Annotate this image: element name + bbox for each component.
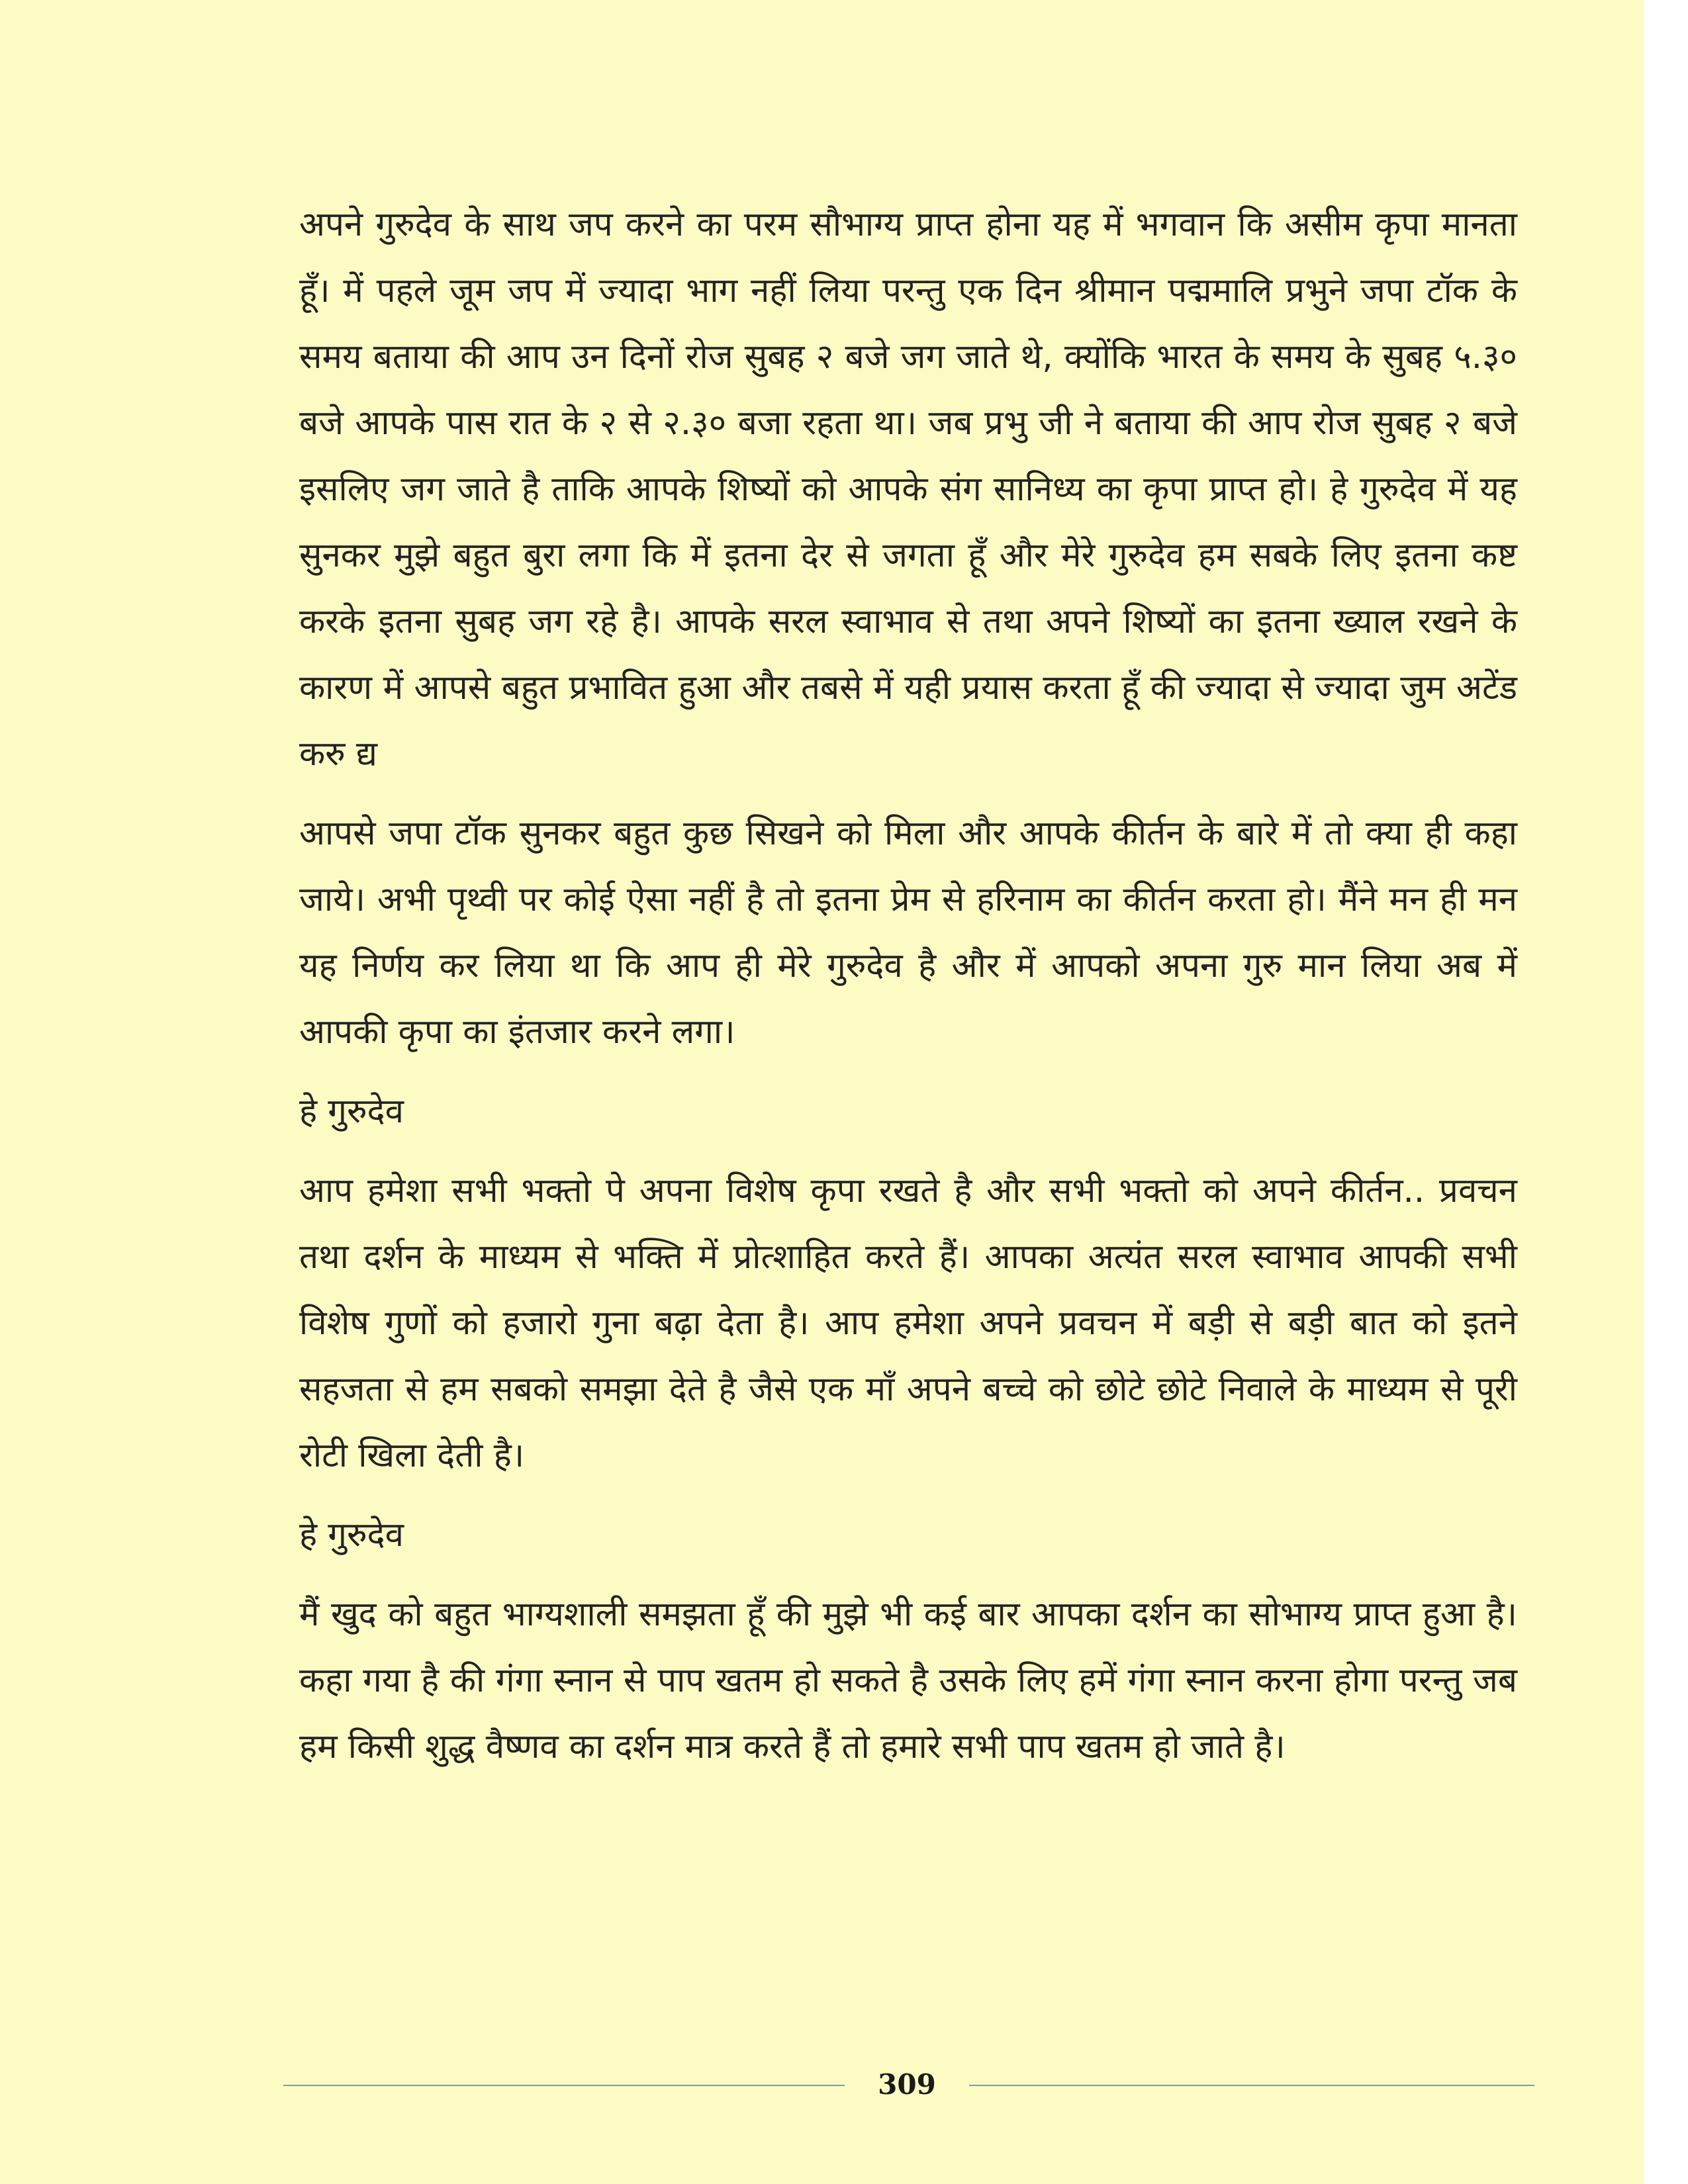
paragraph-1: अपने गुरुदेव के साथ जप करने का परम सौभाग्य प्राप्त होना यह में भगवान कि असीम कृपा मानता हूँ। में पहले जूम जप में ज्यादा भाग नहीं लिया परन्तु एक दिन श्रीमान पद्ममालि प्रभुने जपा टॉक के समय बताया की आप उन दिनों रोज सुबह २ बजे जग जाते थे, क्योंकि भारत के समय के सुबह ५.३० बजे आपके पास रात के २ से २.३० बजा रहता था। जब प्रभु जी ने बताया की आप रोज सुबह २ बजे इसलिए जग जाते है ताकि आपके शिष्यों को आपके संग सानिध्य का कृपा प्राप्त हो। हे गुरुदेव में यह सुनकर मुझे बहुत बुरा लगा कि में इतना देर से जगता हूँ और मेरे गुरुदेव हम सबके लिए इतना कष्ट करके इतना सुबह जग रहे है। आपके सरल स्वाभाव से तथा अपने शिष्यों का इतना ख्याल रखने के कारण में आपसे बहुत प्रभावित हुआ और तबसे में यही प्रयास करता हूँ की ज्यादा से ज्यादा जुम अटेंड करु द्य	[299, 205, 1517, 774]
footer-rule-right	[969, 2085, 1534, 2086]
page-number: 309	[878, 2068, 936, 2101]
paragraph-3: आप हमेशा सभी भक्तो पे अपना विशेष कृपा रखते है और सभी भक्तो को अपने कीर्तन.. प्रवचन तथा दर्शन के माध्यम से भक्ति में प्रोत्शाहित करते हैं। आपका अत्यंत सरल स्वाभाव आपकी सभी विशेष गुणों को हजारो गुना बढ़ा देता है। आप हमेशा अपने प्रवचन में बड़ी से बड़ी बात को इतने सहजता से हम सबको समझा देते है जैसे एक माँ अपने बच्चे को छोटे छोटे निवाले के माध्यम से पूरी रोटी खिला देती है।	[299, 1171, 1517, 1475]
paragraph-4: मैं खुद को बहुत भाग्यशाली समझता हूँ की मुझे भी कई बार आपका दर्शन का सोभाग्य प्राप्त हुआ है। कहा गया है की गंगा स्नान से पाप खतम हो सकते है उसके लिए हमें गंगा स्नान करना होगा परन्तु जब हम किसी शुद्ध वैष्णव का दर्शन मात्र करते हैं तो हमारे सभी पाप खतम हो जाते है।	[299, 1595, 1517, 1766]
page-footer	[283, 2065, 1534, 2105]
section-heading-1: हे गुरुदेव	[299, 1092, 404, 1131]
paragraph-2: आपसे जपा टॉक सुनकर बहुत कुछ सिखने को मिला और आपके कीर्तन के बारे में तो क्या ही कहा जाये। अभी पृथ्वी पर कोई ऐसा नहीं है तो इतना प्रेम से हरिनाम का कीर्तन करता हो। मैंने मन ही मन यह निर्णय कर लिया था कि आप ही मेरे गुरुदेव है और में आपको अपना गुरु मान लिया अब में आपकी कृपा का इंतजार करने लगा।	[299, 814, 1517, 1052]
page-content	[299, 192, 1517, 1794]
footer-rule-left	[283, 2085, 845, 2086]
section-heading-2: हे गुरुदेव	[299, 1516, 404, 1555]
